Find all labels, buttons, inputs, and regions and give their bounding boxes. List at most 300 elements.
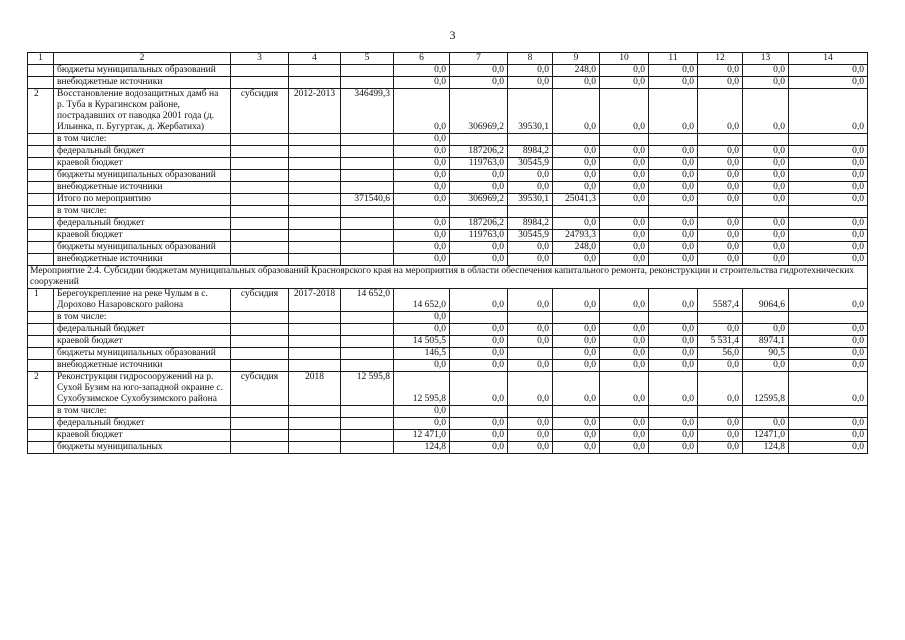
total-cost-cell <box>341 77 394 89</box>
value-cell: 0,0 <box>394 194 450 206</box>
total-cost-cell <box>341 406 394 418</box>
table-row <box>28 242 868 254</box>
value-cell: 0,0 <box>553 77 600 89</box>
value-cell: 0,0 <box>394 170 450 182</box>
period-cell <box>289 418 341 430</box>
value-cell: 0,0 <box>698 218 743 230</box>
value-cell: 0,0 <box>450 348 508 360</box>
value-cell: 0,0 <box>553 89 600 134</box>
row-number-cell <box>28 134 54 146</box>
value-cell: 0,0 <box>649 254 698 266</box>
value-cell: 0,0 <box>698 372 743 406</box>
value-cell <box>508 312 553 324</box>
total-cost-cell <box>341 430 394 442</box>
value-cell: 0,0 <box>743 146 789 158</box>
value-cell: 0,0 <box>789 324 868 336</box>
value-cell: 0,0 <box>789 336 868 348</box>
total-cost-cell <box>341 206 394 218</box>
period-cell: 2017-2018 <box>289 289 341 312</box>
value-cell: 187206,2 <box>450 146 508 158</box>
table-row <box>28 230 868 242</box>
period-cell <box>289 194 341 206</box>
funding-type-cell <box>231 442 289 454</box>
value-cell: 0,0 <box>553 182 600 194</box>
value-cell: 0,0 <box>789 289 868 312</box>
item-name-cell: краевой бюджет <box>54 230 231 242</box>
funding-type-cell <box>231 242 289 254</box>
funding-type-cell <box>231 194 289 206</box>
value-cell: 0,0 <box>553 324 600 336</box>
total-cost-cell <box>341 218 394 230</box>
value-cell <box>649 312 698 324</box>
value-cell: 0,0 <box>649 182 698 194</box>
funding-type-cell: субсидия <box>231 289 289 312</box>
item-name-cell: бюджеты муниципальных образований <box>54 242 231 254</box>
value-cell: 0,0 <box>698 170 743 182</box>
value-cell: 0,0 <box>394 158 450 170</box>
item-name-cell: в том числе: <box>54 406 231 418</box>
value-cell: 0,0 <box>508 336 553 348</box>
value-cell: 0,0 <box>450 418 508 430</box>
funding-type-cell <box>231 170 289 182</box>
row-number-cell <box>28 194 54 206</box>
value-cell: 0,0 <box>649 289 698 312</box>
row-number-cell <box>28 360 54 372</box>
total-cost-cell <box>341 418 394 430</box>
value-cell: 0,0 <box>698 146 743 158</box>
table-row <box>28 182 868 194</box>
total-cost-cell <box>341 146 394 158</box>
value-cell: 0,0 <box>553 430 600 442</box>
period-cell <box>289 430 341 442</box>
value-cell: 0,0 <box>508 372 553 406</box>
row-number-cell <box>28 218 54 230</box>
value-cell: 56,0 <box>698 348 743 360</box>
header-cell: 7 <box>450 53 508 65</box>
total-cost-cell <box>341 360 394 372</box>
value-cell <box>789 406 868 418</box>
table-row <box>28 170 868 182</box>
value-cell: 0,0 <box>789 194 868 206</box>
value-cell: 0,0 <box>553 218 600 230</box>
value-cell: 0,0 <box>600 360 649 372</box>
value-cell <box>600 312 649 324</box>
value-cell: 0,0 <box>394 218 450 230</box>
value-cell: 0,0 <box>600 289 649 312</box>
value-cell: 0,0 <box>743 324 789 336</box>
value-cell: 0,0 <box>508 418 553 430</box>
value-cell: 146,5 <box>394 348 450 360</box>
value-cell: 0,0 <box>394 182 450 194</box>
value-cell <box>508 406 553 418</box>
item-name-cell: федеральный бюджет <box>54 218 231 230</box>
row-number-cell <box>28 442 54 454</box>
value-cell: 0,0 <box>649 65 698 77</box>
total-cost-cell <box>341 336 394 348</box>
value-cell: 0,0 <box>743 230 789 242</box>
value-cell: 0,0 <box>600 89 649 134</box>
period-cell: 2018 <box>289 372 341 406</box>
value-cell: 0,0 <box>508 182 553 194</box>
value-cell: 0,0 <box>698 360 743 372</box>
period-cell: 2012-2013 <box>289 89 341 134</box>
value-cell: 0,0 <box>450 65 508 77</box>
value-cell: 0,0 <box>649 89 698 134</box>
value-cell <box>508 134 553 146</box>
table-row <box>28 360 868 372</box>
value-cell: 30545,9 <box>508 158 553 170</box>
value-cell: 0,0 <box>649 372 698 406</box>
value-cell: 0,0 <box>743 418 789 430</box>
total-cost-cell <box>341 242 394 254</box>
period-cell <box>289 442 341 454</box>
item-name-cell: Восстановление водозащитных дамб на р. Туба в Курагинском районе, пострадавших от паводка 2001 года (д. Ильинка, п. Бугуртак, д. Жербатиха) <box>54 89 231 134</box>
value-cell: 0,0 <box>600 146 649 158</box>
value-cell: 25041,3 <box>553 194 600 206</box>
value-cell: 0,0 <box>698 77 743 89</box>
value-cell: 0,0 <box>600 348 649 360</box>
value-cell <box>698 206 743 218</box>
table-row <box>28 336 868 348</box>
value-cell: 0,0 <box>743 89 789 134</box>
value-cell: 0,0 <box>698 230 743 242</box>
value-cell: 0,0 <box>789 348 868 360</box>
funding-type-cell <box>231 336 289 348</box>
table-row <box>28 418 868 430</box>
value-cell: 0,0 <box>553 146 600 158</box>
value-cell: 0,0 <box>649 158 698 170</box>
item-name-cell: в том числе: <box>54 134 231 146</box>
value-cell: 0,0 <box>789 418 868 430</box>
value-cell: 0,0 <box>649 360 698 372</box>
value-cell: 0,0 <box>394 360 450 372</box>
value-cell <box>450 406 508 418</box>
value-cell: 0,0 <box>508 65 553 77</box>
item-name-cell: федеральный бюджет <box>54 324 231 336</box>
value-cell <box>698 406 743 418</box>
period-cell <box>289 336 341 348</box>
table-row <box>28 430 868 442</box>
value-cell: 0,0 <box>450 170 508 182</box>
value-cell: 0,0 <box>743 242 789 254</box>
total-cost-cell <box>341 442 394 454</box>
value-cell: 0,0 <box>553 418 600 430</box>
value-cell <box>553 406 600 418</box>
value-cell: 0,0 <box>789 146 868 158</box>
row-number-cell <box>28 324 54 336</box>
value-cell <box>743 406 789 418</box>
funding-type-cell <box>231 418 289 430</box>
item-name-cell: Берегоукрепление на реке Чулым в с. Дорохово Назаровского района <box>54 289 231 312</box>
value-cell: 0,0 <box>450 324 508 336</box>
value-cell: 0,0 <box>698 442 743 454</box>
value-cell <box>743 206 789 218</box>
value-cell: 8984,2 <box>508 218 553 230</box>
value-cell: 0,0 <box>600 194 649 206</box>
value-cell: 0,0 <box>553 170 600 182</box>
page-number: 3 <box>449 28 456 42</box>
row-number-cell: 2 <box>28 89 54 134</box>
value-cell: 0,0 <box>743 254 789 266</box>
value-cell: 0,0 <box>450 182 508 194</box>
value-cell <box>508 206 553 218</box>
value-cell: 306969,2 <box>450 194 508 206</box>
row-number-cell <box>28 418 54 430</box>
value-cell: 0,0 <box>600 230 649 242</box>
table-row <box>28 206 868 218</box>
value-cell <box>450 134 508 146</box>
value-cell: 0,0 <box>743 182 789 194</box>
value-cell: 0,0 <box>600 218 649 230</box>
row-number-cell <box>28 146 54 158</box>
table-row <box>28 158 868 170</box>
value-cell: 0,0 <box>649 324 698 336</box>
value-cell: 124,8 <box>394 442 450 454</box>
item-name-cell: краевой бюджет <box>54 158 231 170</box>
value-cell: 0,0 <box>789 254 868 266</box>
row-number-cell <box>28 430 54 442</box>
row-number-cell <box>28 312 54 324</box>
value-cell: 0,0 <box>743 158 789 170</box>
value-cell <box>743 134 789 146</box>
item-name-cell: Итого по мероприятию <box>54 194 231 206</box>
value-cell: 0,0 <box>508 442 553 454</box>
value-cell: 0,0 <box>450 336 508 348</box>
header-cell: 6 <box>394 53 450 65</box>
value-cell: 0,0 <box>394 324 450 336</box>
value-cell <box>450 206 508 218</box>
period-cell <box>289 242 341 254</box>
row-number-cell <box>28 206 54 218</box>
value-cell <box>450 312 508 324</box>
funding-type-cell <box>231 360 289 372</box>
value-cell: 119763,0 <box>450 158 508 170</box>
value-cell: 119763,0 <box>450 230 508 242</box>
value-cell: 0,0 <box>649 146 698 158</box>
item-name-cell: краевой бюджет <box>54 336 231 348</box>
header-cell: 8 <box>508 53 553 65</box>
value-cell: 0,0 <box>508 289 553 312</box>
row-number-cell <box>28 170 54 182</box>
table-row <box>28 372 868 406</box>
value-cell: 0,0 <box>600 65 649 77</box>
budget-table <box>27 52 868 454</box>
value-cell: 0,0 <box>394 146 450 158</box>
value-cell: 187206,2 <box>450 218 508 230</box>
value-cell: 0,0 <box>698 254 743 266</box>
value-cell: 0,0 <box>649 77 698 89</box>
item-name-cell: бюджеты муниципальных образований <box>54 170 231 182</box>
row-number-cell <box>28 158 54 170</box>
table-row <box>28 77 868 89</box>
header-cell: 9 <box>553 53 600 65</box>
value-cell: 0,0 <box>789 230 868 242</box>
value-cell: 0,0 <box>789 89 868 134</box>
value-cell: 0,0 <box>450 254 508 266</box>
funding-type-cell <box>231 312 289 324</box>
funding-type-cell <box>231 230 289 242</box>
value-cell: 12471,0 <box>743 430 789 442</box>
item-name-cell: бюджеты муниципальных образований <box>54 348 231 360</box>
funding-type-cell <box>231 158 289 170</box>
value-cell: 0,0 <box>394 65 450 77</box>
value-cell: 0,0 <box>743 65 789 77</box>
total-cost-cell <box>341 348 394 360</box>
value-cell: 0,0 <box>553 254 600 266</box>
table-row <box>28 312 868 324</box>
row-number-cell <box>28 242 54 254</box>
row-number-cell: 1 <box>28 289 54 312</box>
funding-type-cell <box>231 254 289 266</box>
item-name-cell: внебюджетные источники <box>54 254 231 266</box>
header-cell: 3 <box>231 53 289 65</box>
funding-type-cell <box>231 182 289 194</box>
row-number-cell <box>28 348 54 360</box>
header-cell: 10 <box>600 53 649 65</box>
row-number-cell <box>28 182 54 194</box>
table-row <box>28 65 868 77</box>
period-cell <box>289 312 341 324</box>
value-cell: 0,0 <box>553 289 600 312</box>
value-cell: 0,0 <box>649 418 698 430</box>
value-cell <box>553 312 600 324</box>
total-cost-cell <box>341 230 394 242</box>
item-name-cell: федеральный бюджет <box>54 418 231 430</box>
value-cell: 0,0 <box>743 77 789 89</box>
value-cell: 0,0 <box>394 77 450 89</box>
period-cell <box>289 182 341 194</box>
total-cost-cell <box>341 312 394 324</box>
value-cell: 0,0 <box>649 442 698 454</box>
value-cell: 0,0 <box>649 170 698 182</box>
value-cell: 0,0 <box>649 242 698 254</box>
value-cell: 8984,2 <box>508 146 553 158</box>
value-cell: 0,0 <box>698 89 743 134</box>
value-cell: 14 505,5 <box>394 336 450 348</box>
value-cell: 124,8 <box>743 442 789 454</box>
table-row <box>28 254 868 266</box>
table-row <box>28 348 868 360</box>
value-cell: 248,0 <box>553 242 600 254</box>
total-cost-cell <box>341 134 394 146</box>
value-cell: 0,0 <box>743 360 789 372</box>
table-row <box>28 218 868 230</box>
value-cell: 0,0 <box>600 418 649 430</box>
value-cell: 0,0 <box>743 194 789 206</box>
funding-type-cell <box>231 430 289 442</box>
value-cell: 0,0 <box>600 242 649 254</box>
total-cost-cell <box>341 170 394 182</box>
funding-type-cell: субсидия <box>231 372 289 406</box>
value-cell: 0,0 <box>450 430 508 442</box>
value-cell <box>508 348 553 360</box>
item-name-cell: внебюджетные источники <box>54 182 231 194</box>
value-cell <box>789 206 868 218</box>
value-cell <box>600 406 649 418</box>
value-cell: 0,0 <box>789 242 868 254</box>
value-cell: 0,0 <box>450 360 508 372</box>
value-cell: 0,0 <box>553 348 600 360</box>
value-cell: 8974,1 <box>743 336 789 348</box>
total-cost-cell: 346499,3 <box>341 89 394 134</box>
value-cell: 248,0 <box>553 65 600 77</box>
funding-type-cell <box>231 77 289 89</box>
value-cell: 0,0 <box>789 77 868 89</box>
total-cost-cell: 371540,6 <box>341 194 394 206</box>
total-cost-cell <box>341 324 394 336</box>
period-cell <box>289 146 341 158</box>
total-cost-cell <box>341 158 394 170</box>
funding-type-cell <box>231 218 289 230</box>
period-cell <box>289 170 341 182</box>
value-cell: 12 595,8 <box>394 372 450 406</box>
value-cell: 306969,2 <box>450 89 508 134</box>
value-cell: 0,0 <box>789 158 868 170</box>
header-cell: 13 <box>743 53 789 65</box>
period-cell <box>289 65 341 77</box>
funding-type-cell <box>231 146 289 158</box>
row-number-cell <box>28 65 54 77</box>
value-cell: 0,0 <box>394 254 450 266</box>
period-cell <box>289 158 341 170</box>
value-cell: 0,0 <box>600 254 649 266</box>
value-cell: 0,0 <box>698 182 743 194</box>
value-cell: 0,0 <box>600 336 649 348</box>
value-cell: 0,0 <box>743 170 789 182</box>
column-number-header <box>28 53 868 65</box>
value-cell: 12 471,0 <box>394 430 450 442</box>
value-cell: 0,0 <box>600 182 649 194</box>
value-cell <box>649 134 698 146</box>
table-row <box>28 324 868 336</box>
value-cell: 0,0 <box>789 430 868 442</box>
item-name-cell: бюджеты муниципальных <box>54 442 231 454</box>
value-cell: 0,0 <box>508 360 553 372</box>
value-cell: 0,0 <box>698 158 743 170</box>
value-cell: 0,0 <box>553 158 600 170</box>
value-cell: 14 652,0 <box>394 289 450 312</box>
value-cell: 9064,6 <box>743 289 789 312</box>
header-cell: 5 <box>341 53 394 65</box>
value-cell <box>394 206 450 218</box>
period-cell <box>289 218 341 230</box>
value-cell <box>553 134 600 146</box>
row-number-cell <box>28 406 54 418</box>
value-cell: 0,0 <box>394 242 450 254</box>
value-cell <box>600 134 649 146</box>
value-cell: 0,0 <box>698 430 743 442</box>
total-cost-cell <box>341 254 394 266</box>
period-cell <box>289 406 341 418</box>
value-cell: 0,0 <box>553 442 600 454</box>
value-cell <box>698 312 743 324</box>
value-cell: 0,0 <box>508 170 553 182</box>
value-cell: 90,5 <box>743 348 789 360</box>
item-name-cell: в том числе: <box>54 206 231 218</box>
table-row <box>28 406 868 418</box>
header-cell: 1 <box>28 53 54 65</box>
funding-type-cell <box>231 348 289 360</box>
value-cell: 0,0 <box>698 324 743 336</box>
value-cell: 0,0 <box>698 194 743 206</box>
row-number-cell <box>28 77 54 89</box>
value-cell: 0,0 <box>508 430 553 442</box>
value-cell: 0,0 <box>394 406 450 418</box>
table-row <box>28 289 868 312</box>
funding-type-cell <box>231 324 289 336</box>
value-cell: 0,0 <box>600 77 649 89</box>
value-cell: 0,0 <box>450 372 508 406</box>
